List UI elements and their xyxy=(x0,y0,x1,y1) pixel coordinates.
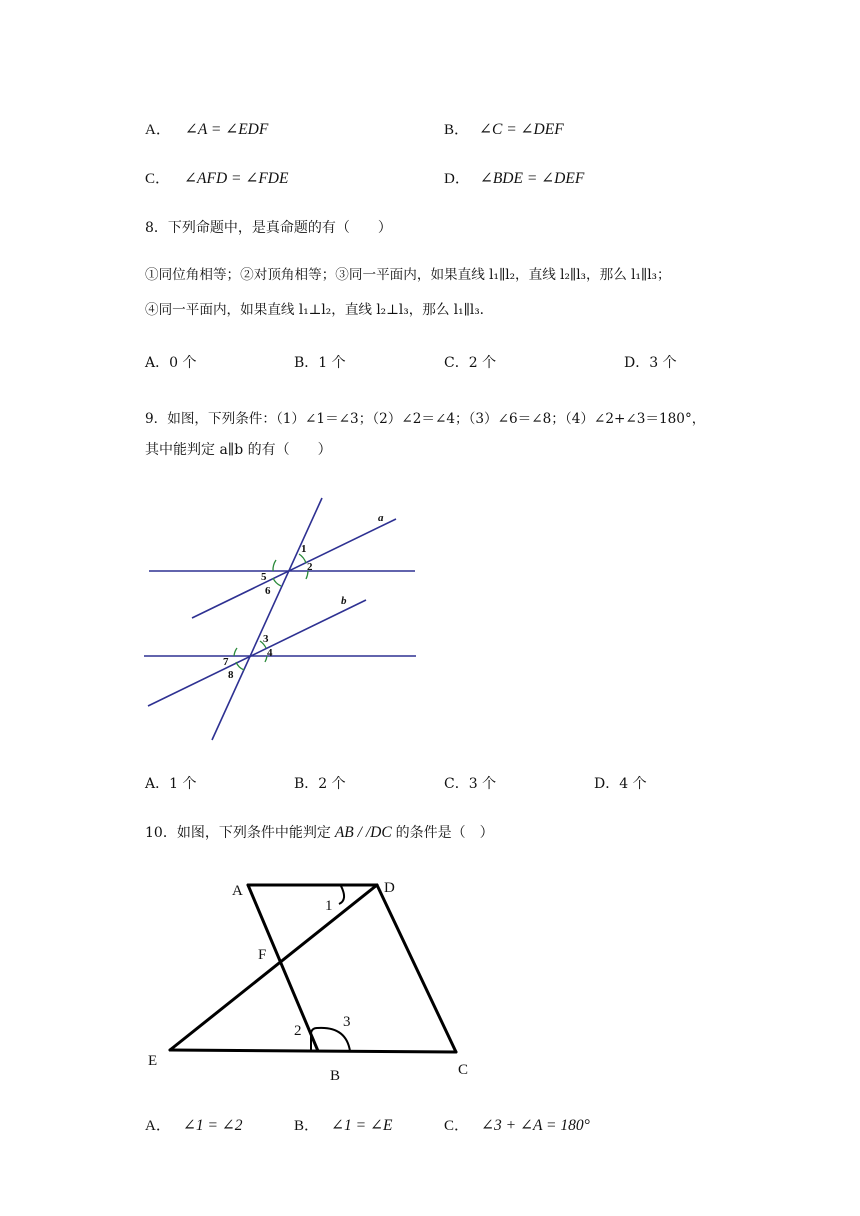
q9-angle-5-arc xyxy=(273,560,276,571)
q9-label-b: b xyxy=(341,595,347,607)
q10-figure xyxy=(140,868,480,1083)
q10-option-c: C． ∠3 + ∠A = 180° xyxy=(444,1117,590,1134)
q9-option-a: A．1 个 xyxy=(145,776,197,792)
q10-label-1: 1 xyxy=(325,898,333,914)
q8-option-c: C．2 个 xyxy=(444,355,497,371)
q9-label-8: 8 xyxy=(228,669,234,681)
q9-option-b: B．2 个 xyxy=(294,776,346,792)
q9-option-c: C．3 个 xyxy=(444,776,497,792)
q10-angle-3-arc xyxy=(317,1028,350,1051)
q9-option-d: D．4 个 xyxy=(594,776,647,792)
q10-label-3: 3 xyxy=(343,1014,351,1030)
q7-option-c: C． ∠AFD = ∠FDE xyxy=(145,170,289,187)
q7-option-a: A． ∠A = ∠EDF xyxy=(145,121,269,138)
q10-stem: 10．如图，下列条件中能判定 AB / /DC 的条件是（ ） xyxy=(145,824,494,841)
q8-option-a: A．0 个 xyxy=(145,355,197,371)
q8-statements-line2: ④同一平面内，如果直线 l₁⊥l₂，直线 l₂⊥l₃，那么 l₁∥l₃. xyxy=(145,302,485,318)
q9-stem-line1: 9．如图，下列条件：（1）∠1＝∠3；（2）∠2＝∠4；（3）∠6＝∠8；（4）∠2+∠3＝180°， xyxy=(145,411,706,427)
q10-label-b: B xyxy=(330,1068,341,1083)
q9-stem-line2: 其中能判定 a∥b 的有（ ） xyxy=(145,442,332,458)
q9-line-a xyxy=(192,519,396,618)
q9-angle-1-arc xyxy=(299,554,306,563)
q10-segment-dc xyxy=(377,885,456,1052)
q9-label-6: 6 xyxy=(265,585,271,597)
q7-option-d: D． ∠BDE = ∠DEF xyxy=(444,170,585,187)
q7-option-b: B． ∠C = ∠DEF xyxy=(444,121,564,138)
q9-angle-6-arc xyxy=(273,578,281,586)
q9-line-b xyxy=(148,600,366,706)
q10-label-c: C xyxy=(458,1062,469,1078)
q9-angle-8-arc xyxy=(236,662,244,670)
q9-label-2: 2 xyxy=(307,561,313,573)
q8-stem: 8．下列命题中，是真命题的有（ ） xyxy=(145,220,392,236)
q9-label-a: a xyxy=(378,512,384,524)
q9-label-5: 5 xyxy=(261,571,267,583)
q10-segment-ec xyxy=(170,1050,456,1052)
q10-label-a: A xyxy=(232,883,243,899)
q9-label-7: 7 xyxy=(223,656,229,668)
q8-option-b: B．1 个 xyxy=(294,355,346,371)
q10-option-b: B． ∠1 = ∠E xyxy=(294,1117,393,1134)
q8-option-d: D．3 个 xyxy=(624,355,677,371)
q9-label-4: 4 xyxy=(267,647,273,659)
q8-statements-line1: ①同位角相等；②对顶角相等；③同一平面内，如果直线 l₁∥l₂，直线 l₂∥l₃，那么 l₁∥l₃； xyxy=(145,267,671,283)
q10-angle-1-arc xyxy=(339,886,344,904)
q10-label-2: 2 xyxy=(294,1023,302,1039)
q9-transversal xyxy=(212,498,322,740)
q10-label-e: E xyxy=(148,1053,158,1069)
q9-angle-7-arc xyxy=(234,648,237,656)
q10-label-f: F xyxy=(258,947,267,963)
q9-label-1: 1 xyxy=(301,543,307,555)
q9-figure xyxy=(140,490,430,750)
q10-segment-ab xyxy=(248,885,318,1051)
q10-label-d: D xyxy=(384,880,395,896)
q10-option-a: A． ∠1 = ∠2 xyxy=(145,1117,243,1134)
q9-label-3: 3 xyxy=(263,633,269,645)
